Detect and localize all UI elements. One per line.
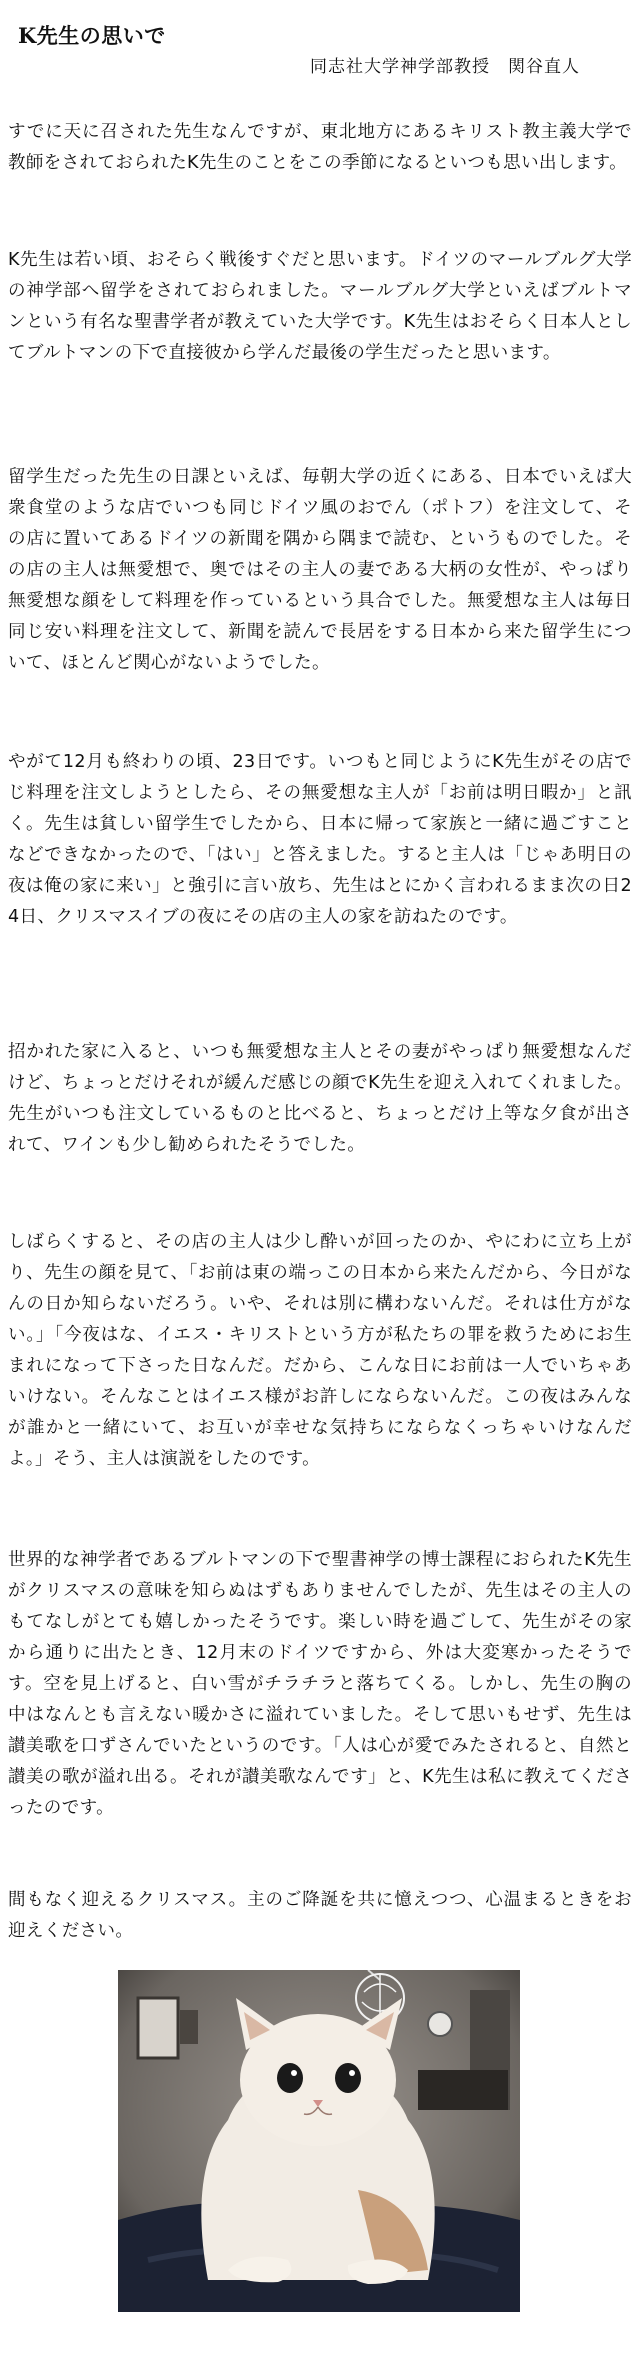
shelf — [418, 2070, 508, 2110]
cat-eye-left — [277, 2063, 303, 2093]
paragraph-7: 世界的な神学者であるブルトマンの下で聖書神学の博士課程におられたK先生がクリスマスの意味を知らぬはずもありませんでしたが、先生はその主人のもてなしがとても嬉しかったそうです。楽しい時を過ごして、先生がその家から通りに出たとき、12月末のドイツですから、外は大変寒かったそうです。空を見上げると、白い雪がチラチラと落ちてくる。しかし、先生の胸の中はなんとも言えない暖かさに溢れていました。そして思いもせず、先生は讃美歌を口ずさんでいたというのです。「人は心が愛でみたされると、自然と讃美の歌が溢れ出る。それが讃美歌なんです」と、K先生は私に教えてくださったのです。 — [8, 1550, 632, 1818]
paragraph-2: K先生は若い頃、おそらく戦後すぐだと思います。ドイツのマールブルグ大学の神学部へ留学をされておられました。マールブルグ大学といえばブルトマンという有名な聖書学者が教えていた大学です。K先生はおそらく日本人としてブルトマンの下で直接彼から学んだ最後の学生だったと思います。 — [8, 250, 632, 363]
paragraph-8: 間もなく迎えるクリスマス。主のご降誕を共に憶えつつ、心温まるときをお迎えください。 — [8, 1890, 632, 1941]
article-header — [0, 0, 640, 90]
wall-clock-icon — [428, 2012, 452, 2036]
article-author: 同志社大学神学部教授 関谷直人 — [310, 57, 580, 77]
paragraph-4: やがて12月も終わりの頃、23日です。いつもと同じようにK先生がその店でじ料理を注文しようとしたら、その無愛想な主人が「お前は明日暇か」と訊く。先生は貧しい留学生でしたから、日本に帰って家族と一緒に過ごすことなどできなかったので、「はい」と答えました。すると主人は「じゃあ明日の夜は俺の家に来い」と強引に言い放ち、先生はとにかく言われるまま次の日24日、クリスマスイブの夜にその店の主人の家を訪ねたのです。 — [8, 752, 632, 927]
cat-eye-right-glint — [349, 2070, 355, 2076]
paragraph-6: しばらくすると、その店の主人は少し酔いが回ったのか、やにわに立ち上がり、先生の顔を見て、「お前は東の端っこの日本から来たんだから、今日がなんの日か知らないだろう。いや、それは別に構わないんだ。それは仕方がない。」「今夜はな、イエス・キリストという方が私たちの罪を救うためにお生まれになって下さった日なんだ。だから、こんな日にお前は一人でいちゃあいけない。そんなことはイエス様がお許しにならないんだ。この夜はみんなが誰かと一緒にいて、お互いが幸せな気持ちにならなくっちゃいけなんだよ。」そう、主人は演説をしたのです。 — [8, 1232, 632, 1469]
cat-eye-left-glint — [291, 2070, 297, 2076]
paragraph-5: 招かれた家に入ると、いつも無愛想な主人とその妻がやっぱり無愛想なんだけど、ちょっとだけそれが緩んだ感じの顔でK先生を迎え入れてくれました。先生がいつも注文しているものと比べると、ちょっとだけ上等な夕食が出されて、ワインも少し勧められたそうでした。 — [8, 1042, 632, 1155]
cat-eye-right — [335, 2063, 361, 2093]
article-title: K先生の思いで — [18, 23, 166, 48]
cat-photo-illustration — [118, 1970, 520, 2312]
paragraph-1: すでに天に召された先生なんですが、東北地方にあるキリスト教主義大学で教師をされておられたK先生のことをこの季節になるといつも思い出します。 — [8, 122, 632, 173]
cat-photo — [118, 1970, 520, 2312]
paragraph-3: 留学生だった先生の日課といえば、毎朝大学の近くにある、日本でいえば大衆食堂のような店でいつも同じドイツ風のおでん（ポトフ）を注文して、その店に置いてあるドイツの新聞を隅から隅まで読む、というものでした。その店の主人は無愛想で、奥ではその主人の妻である大柄の女性が、やっぱり無愛想な顔をして料理を作っているという具合でした。無愛想な主人は毎日同じ安い料理を注文して、新聞を読んで長居をする日本から来た留学生について、ほとんど関心がないようでした。 — [8, 467, 632, 673]
wall-frame-left — [138, 1998, 178, 2058]
wall-poster — [180, 2010, 198, 2044]
